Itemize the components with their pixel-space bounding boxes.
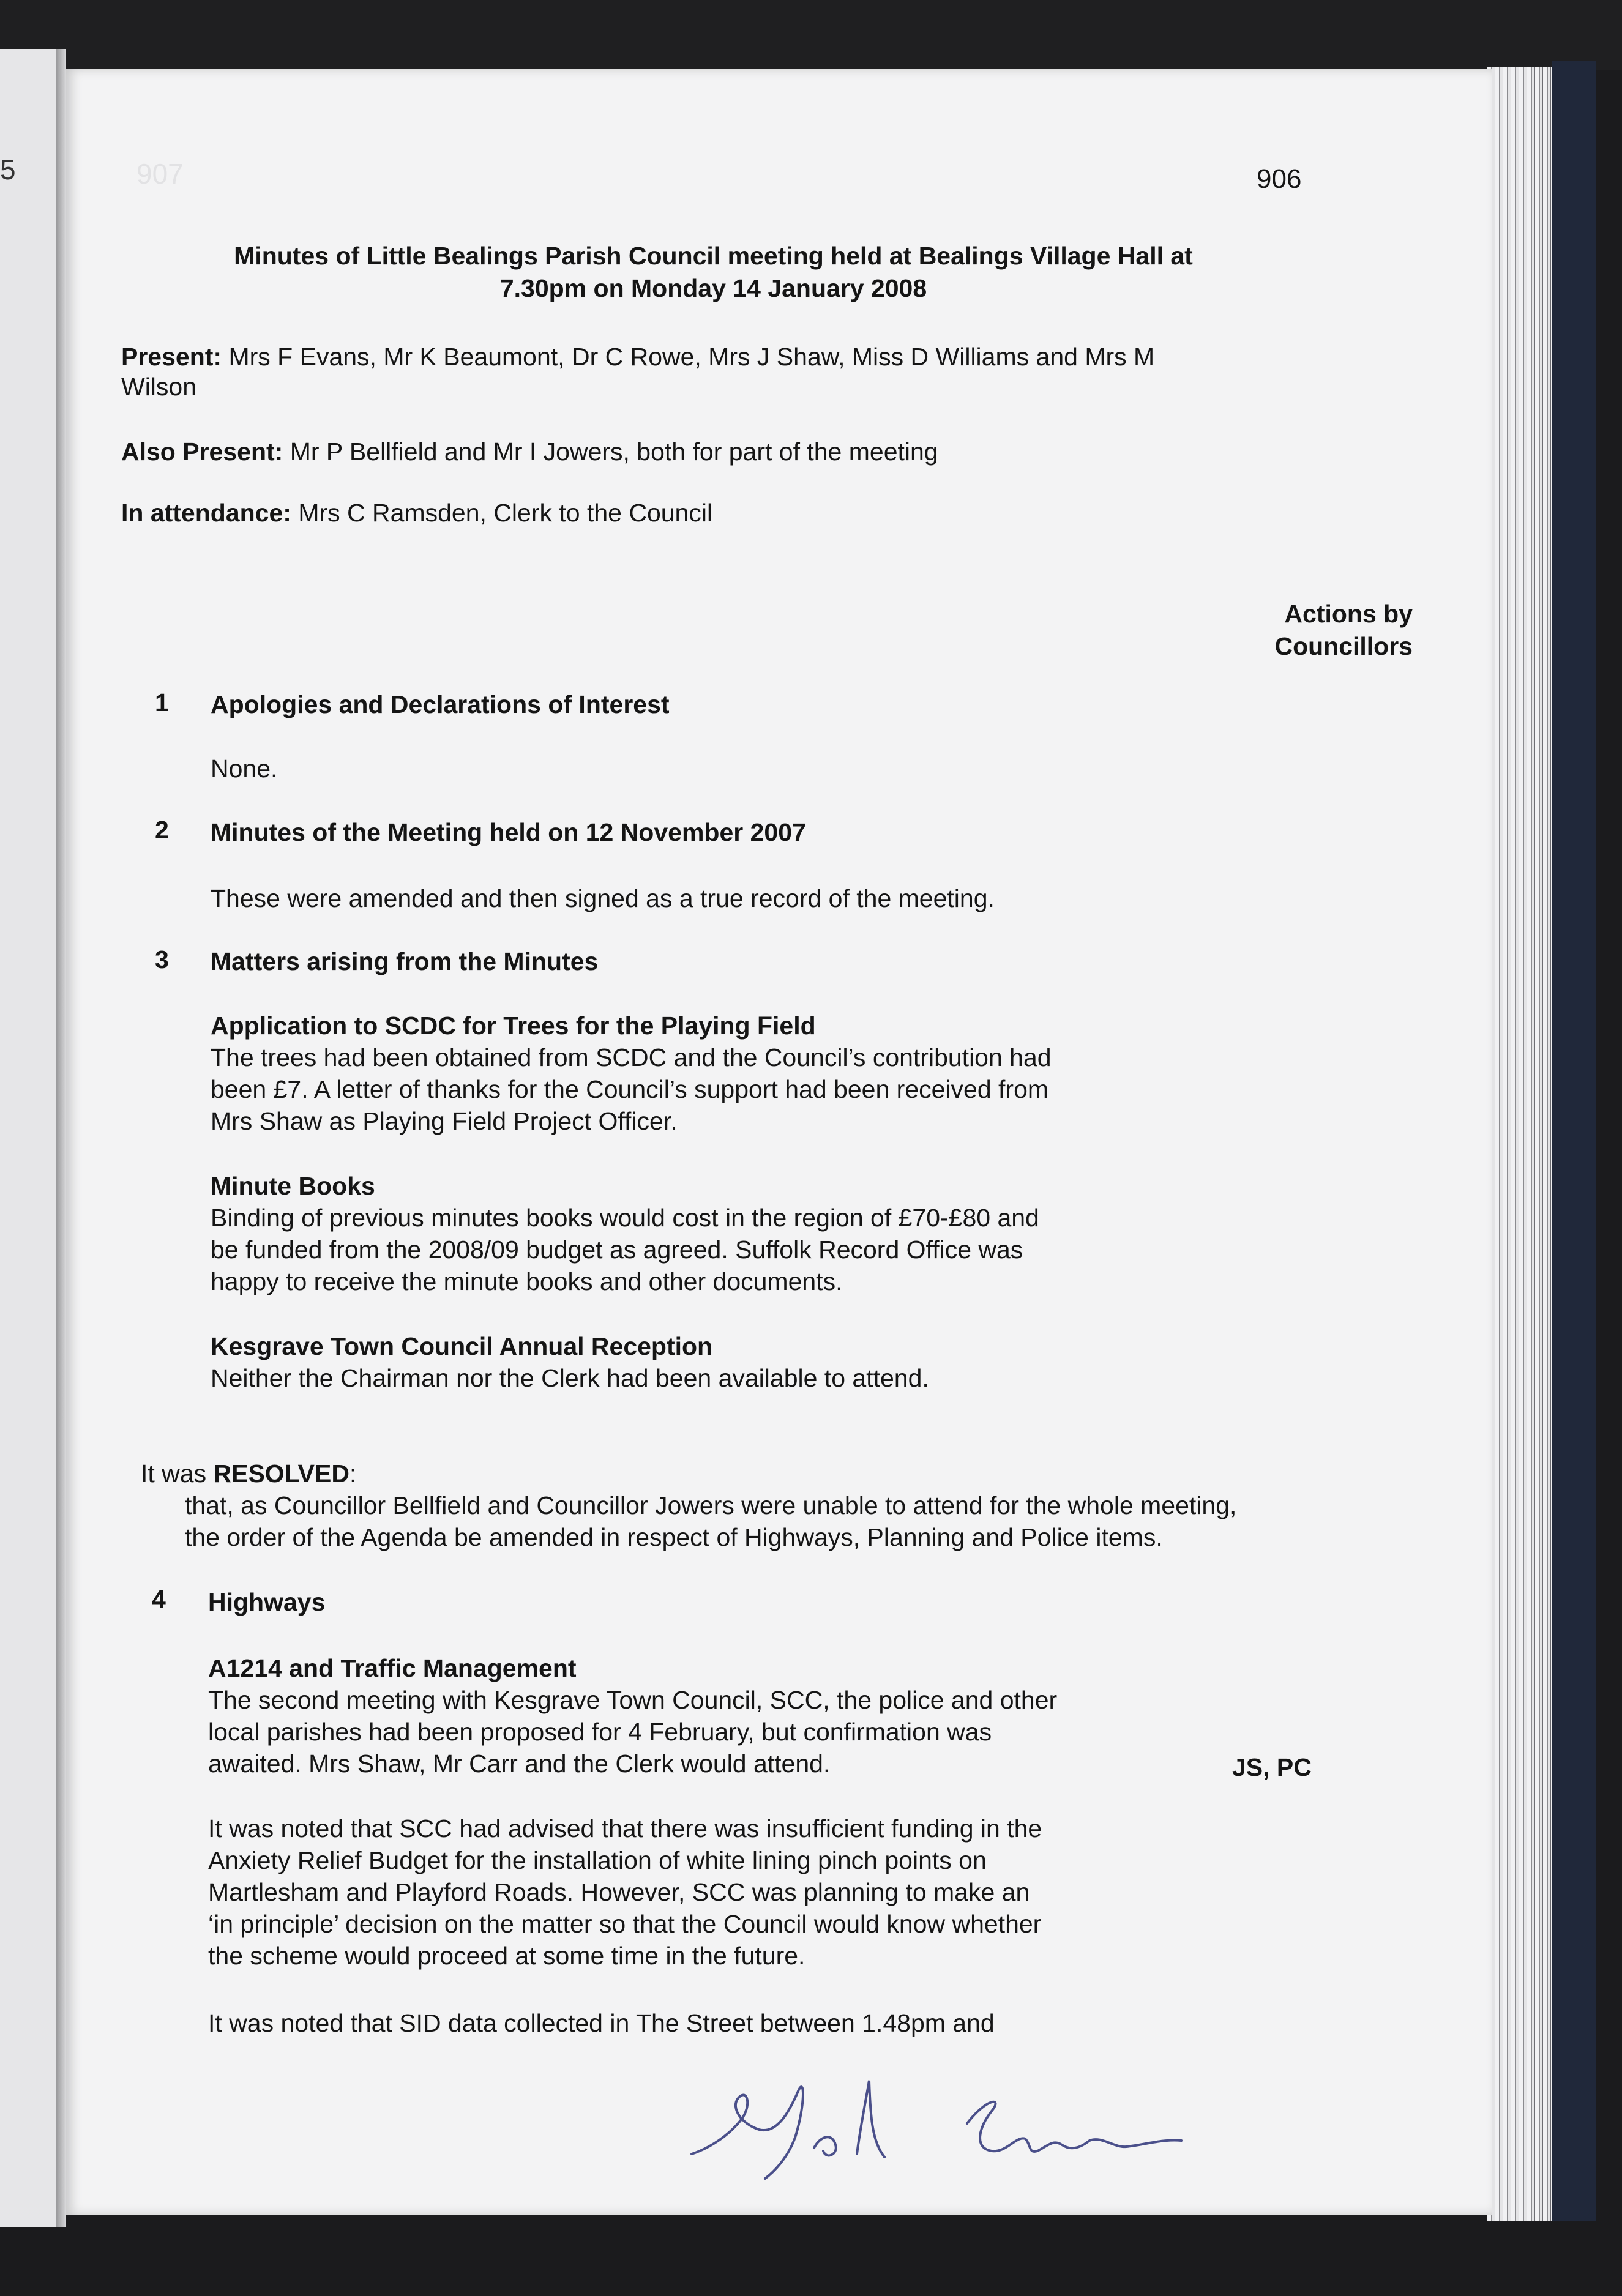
actions-heading-line2: Councillors bbox=[1274, 632, 1413, 660]
attendance-line bbox=[121, 497, 712, 529]
item-title-apologies: Apologies and Declarations of Interest bbox=[211, 690, 670, 718]
present-line bbox=[121, 341, 1154, 373]
ghost-page-number: 907 bbox=[136, 158, 184, 190]
trees-line: Mrs Shaw as Playing Field Project Officer. bbox=[211, 1107, 678, 1135]
item-number: 1 bbox=[155, 688, 169, 717]
item-number: 2 bbox=[155, 816, 169, 844]
page-number: 906 bbox=[1257, 164, 1302, 194]
kesgrave-text: Neither the Chairman nor the Clerk had been available to attend. bbox=[211, 1364, 929, 1392]
present-names: Mrs F Evans, Mr K Beaumont, Dr C Rowe, Mrs J Shaw, Miss D Williams and Mrs M bbox=[228, 343, 1155, 371]
a1214-line: awaited. Mrs Shaw, Mr Carr and the Clerk would attend. bbox=[208, 1750, 831, 1778]
subheading-kesgrave: Kesgrave Town Council Annual Reception bbox=[211, 1332, 713, 1360]
facing-page-number: 5 bbox=[0, 154, 16, 185]
scc-line: Anxiety Relief Budget for the installation of white lining pinch points on bbox=[208, 1846, 987, 1874]
item-title-matters: Matters arising from the Minutes bbox=[211, 947, 599, 975]
resolved-line: that, as Councillor Bellfield and Councillor Jowers were unable to attend for the whole meeting, bbox=[185, 1491, 1237, 1519]
sid-line: It was noted that SID data collected in The Street between 1.48pm and bbox=[208, 2009, 995, 2037]
minutes-text: These were amended and then signed as a true record of the meeting. bbox=[211, 884, 995, 912]
subheading-a1214: A1214 and Traffic Management bbox=[208, 1654, 577, 1682]
book-gutter bbox=[56, 49, 66, 2227]
attendance-text: Mrs C Ramsden, Clerk to the Council bbox=[298, 499, 713, 527]
scan-background-top bbox=[0, 0, 1622, 70]
present-names-cont: Wilson bbox=[121, 373, 197, 401]
resolved-intro bbox=[141, 1458, 356, 1489]
minutes-page bbox=[66, 69, 1492, 2215]
facing-page-edge bbox=[0, 49, 56, 2227]
scc-line: ‘in principle’ decision on the matter so that the Council would know whether bbox=[208, 1910, 1042, 1938]
also-present-label: Also Present: bbox=[121, 438, 283, 466]
action-initials: JS, PC bbox=[1232, 1753, 1312, 1781]
present-label: Present: bbox=[121, 343, 222, 371]
scc-line: It was noted that SCC had advised that there was insufficient funding in the bbox=[208, 1814, 1042, 1843]
item-number: 3 bbox=[155, 945, 169, 974]
handwritten-signature bbox=[673, 2062, 1224, 2185]
resolved-prefix: It was bbox=[141, 1459, 214, 1488]
page-title-line2: 7.30pm on Monday 14 January 2008 bbox=[499, 274, 927, 302]
a1214-line: local parishes had been proposed for 4 February, but confirmation was bbox=[208, 1718, 992, 1746]
trees-line: been £7. A letter of thanks for the Council’s support had been received from bbox=[211, 1075, 1049, 1103]
resolved-line: the order of the Agenda be amended in respect of Highways, Planning and Police items. bbox=[185, 1523, 1163, 1551]
actions-heading-line1: Actions by bbox=[1284, 600, 1413, 628]
scc-line: Martlesham and Playford Roads. However, SCC was planning to make an bbox=[208, 1878, 1030, 1906]
a1214-line: The second meeting with Kesgrave Town Council, SCC, the police and other bbox=[208, 1686, 1058, 1714]
book-cover-edge bbox=[1552, 61, 1596, 2221]
item-title-minutes: Minutes of the Meeting held on 12 November 2007 bbox=[211, 818, 806, 846]
attendance-label: In attendance: bbox=[121, 499, 291, 527]
books-line: Binding of previous minutes books would cost in the region of £70-£80 and bbox=[211, 1204, 1039, 1232]
subheading-trees: Application to SCDC for Trees for the Playing Field bbox=[211, 1012, 816, 1040]
resolved-colon: : bbox=[349, 1459, 357, 1488]
books-line: happy to receive the minute books and other documents. bbox=[211, 1267, 843, 1295]
also-present-line bbox=[121, 436, 938, 468]
page-title-line1: Minutes of Little Bealings Parish Council meeting held at Bealings Village Hall at bbox=[234, 242, 1193, 270]
resolved-word: RESOLVED bbox=[213, 1459, 349, 1488]
subheading-minute-books: Minute Books bbox=[211, 1172, 375, 1200]
books-line: be funded from the 2008/09 budget as agreed. Suffolk Record Office was bbox=[211, 1236, 1023, 1264]
scc-line: the scheme would proceed at some time in the future. bbox=[208, 1942, 805, 1970]
item-title-highways: Highways bbox=[208, 1588, 326, 1616]
also-present-text: Mr P Bellfield and Mr I Jowers, both for part of the meeting bbox=[290, 438, 938, 466]
apologies-text: None. bbox=[211, 755, 278, 783]
trees-line: The trees had been obtained from SCDC and the Council’s contribution had bbox=[211, 1043, 1052, 1072]
item-number: 4 bbox=[152, 1585, 166, 1613]
